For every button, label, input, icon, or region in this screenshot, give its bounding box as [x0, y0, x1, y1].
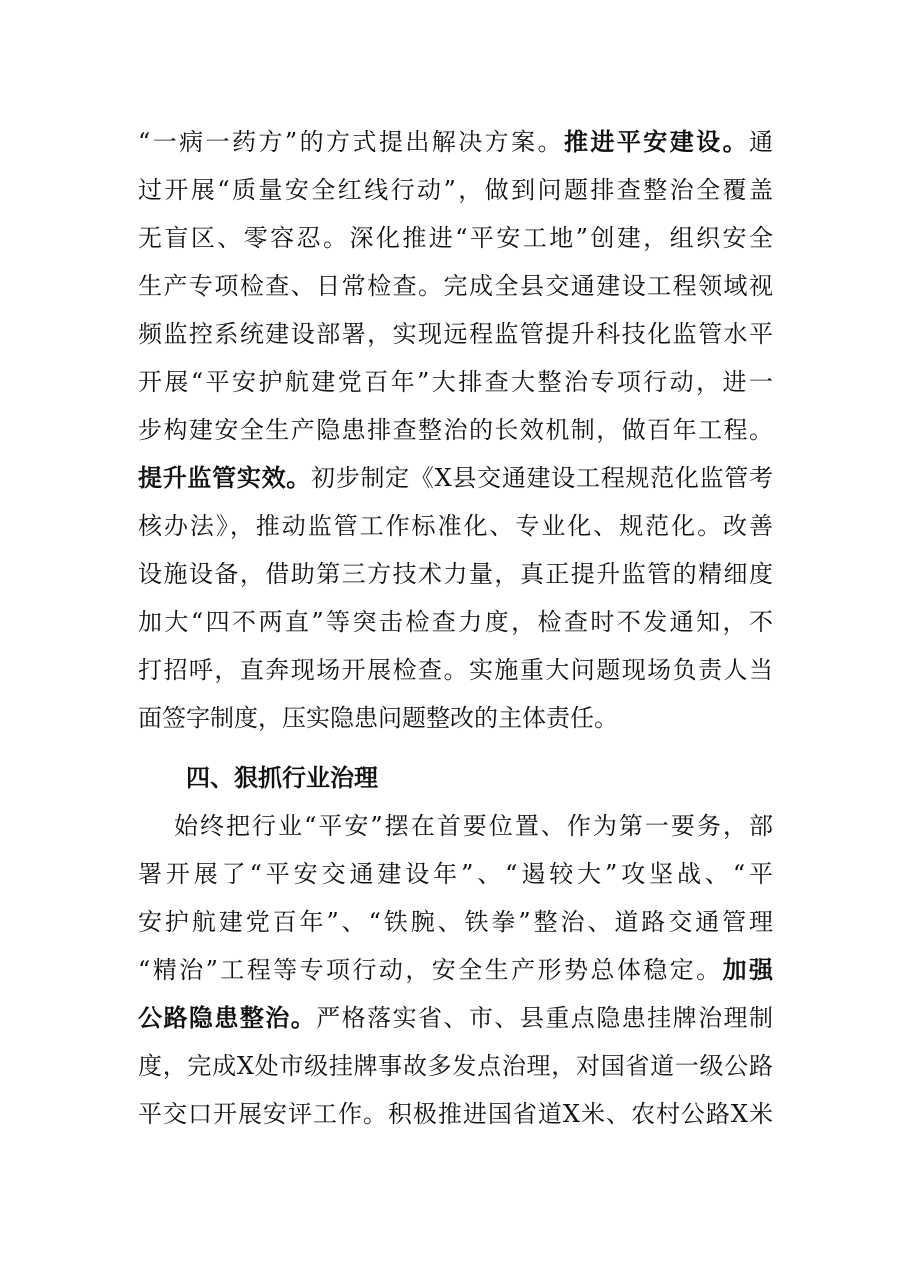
bold-lead-phrase: 提升监管实效。	[138, 464, 312, 492]
text-run: 开展“平安护航建党百年”大排查大整治专项行动，进一	[138, 368, 773, 396]
text-line	[138, 1098, 773, 1130]
text-line	[138, 462, 773, 494]
text-line	[138, 1050, 773, 1082]
text-line	[138, 606, 773, 638]
text-line	[138, 126, 773, 158]
text-line	[138, 222, 773, 254]
text-line	[138, 318, 773, 350]
text-run: 平交口开展安评工作。积极推进国省道X米、农村公路X米	[138, 1100, 773, 1128]
text-run: 严格落实省、市、县重点隐患挂牌治理制	[316, 1004, 774, 1032]
section-heading: 四、狠抓行业治理	[186, 764, 378, 792]
bold-lead-phrase: 推进平安建设。	[563, 128, 750, 156]
text-run: 度，完成X处市级挂牌事故多发点治理，对国省道一级公路	[138, 1052, 773, 1080]
text-run: 加大“四不两直”等突击检查力度，检查时不发通知，不	[138, 608, 773, 636]
bold-lead-phrase: 加强	[722, 956, 773, 984]
text-line	[138, 414, 773, 446]
text-line	[138, 270, 773, 302]
text-run: 面签字制度，压实隐患问题整改的主体责任。	[138, 704, 618, 732]
text-line	[138, 906, 773, 938]
text-run: 始终把行业“平安”摆在首要位置、作为第一要务，部	[174, 812, 773, 840]
text-line	[174, 810, 773, 842]
text-line	[138, 558, 773, 590]
text-line	[138, 654, 773, 686]
text-run: “精治”工程等专项行动，安全生产形势总体稳定。	[138, 956, 723, 984]
text-line	[138, 510, 773, 542]
text-line	[138, 702, 773, 734]
text-run: 过开展“质量安全红线行动”，做到问题排查整治全覆盖	[138, 176, 773, 204]
text-run: 初步制定《X县交通建设工程规范化监管考	[311, 464, 773, 492]
text-run: 打招呼，直奔现场开展检查。实施重大问题现场负责人当	[138, 656, 773, 684]
text-run: 通	[749, 128, 774, 156]
text-line	[138, 174, 773, 206]
bold-lead-phrase: 公路隐患整治。	[138, 1004, 317, 1032]
text-run: 安护航建党百年”、“铁腕、铁拳”整治、道路交通管理	[138, 908, 773, 936]
text-line	[138, 858, 773, 890]
text-run: 核办法》，推动监管工作标准化、专业化、规范化。改善	[138, 512, 773, 540]
text-line	[138, 366, 773, 398]
text-run: “一病一药方”的方式提出解决方案。	[138, 128, 564, 156]
text-line	[138, 1002, 773, 1034]
text-run: 设施设备，借助第三方技术力量，真正提升监管的精细度	[138, 560, 773, 588]
text-run: 署开展了“平安交通建设年”、“遏较大”攻坚战、“平	[138, 860, 773, 888]
text-run: 生产专项检查、日常检查。完成全县交通建设工程领域视	[138, 272, 773, 300]
text-run: 频监控系统建设部署，实现远程监管提升科技化监管水平	[138, 320, 773, 348]
text-line	[138, 954, 773, 986]
text-run: 无盲区、零容忍。深化推进“平安工地”创建，组织安全	[138, 224, 773, 252]
text-run: 步构建安全生产隐患排查整治的长效机制，做百年工程。	[138, 416, 773, 444]
